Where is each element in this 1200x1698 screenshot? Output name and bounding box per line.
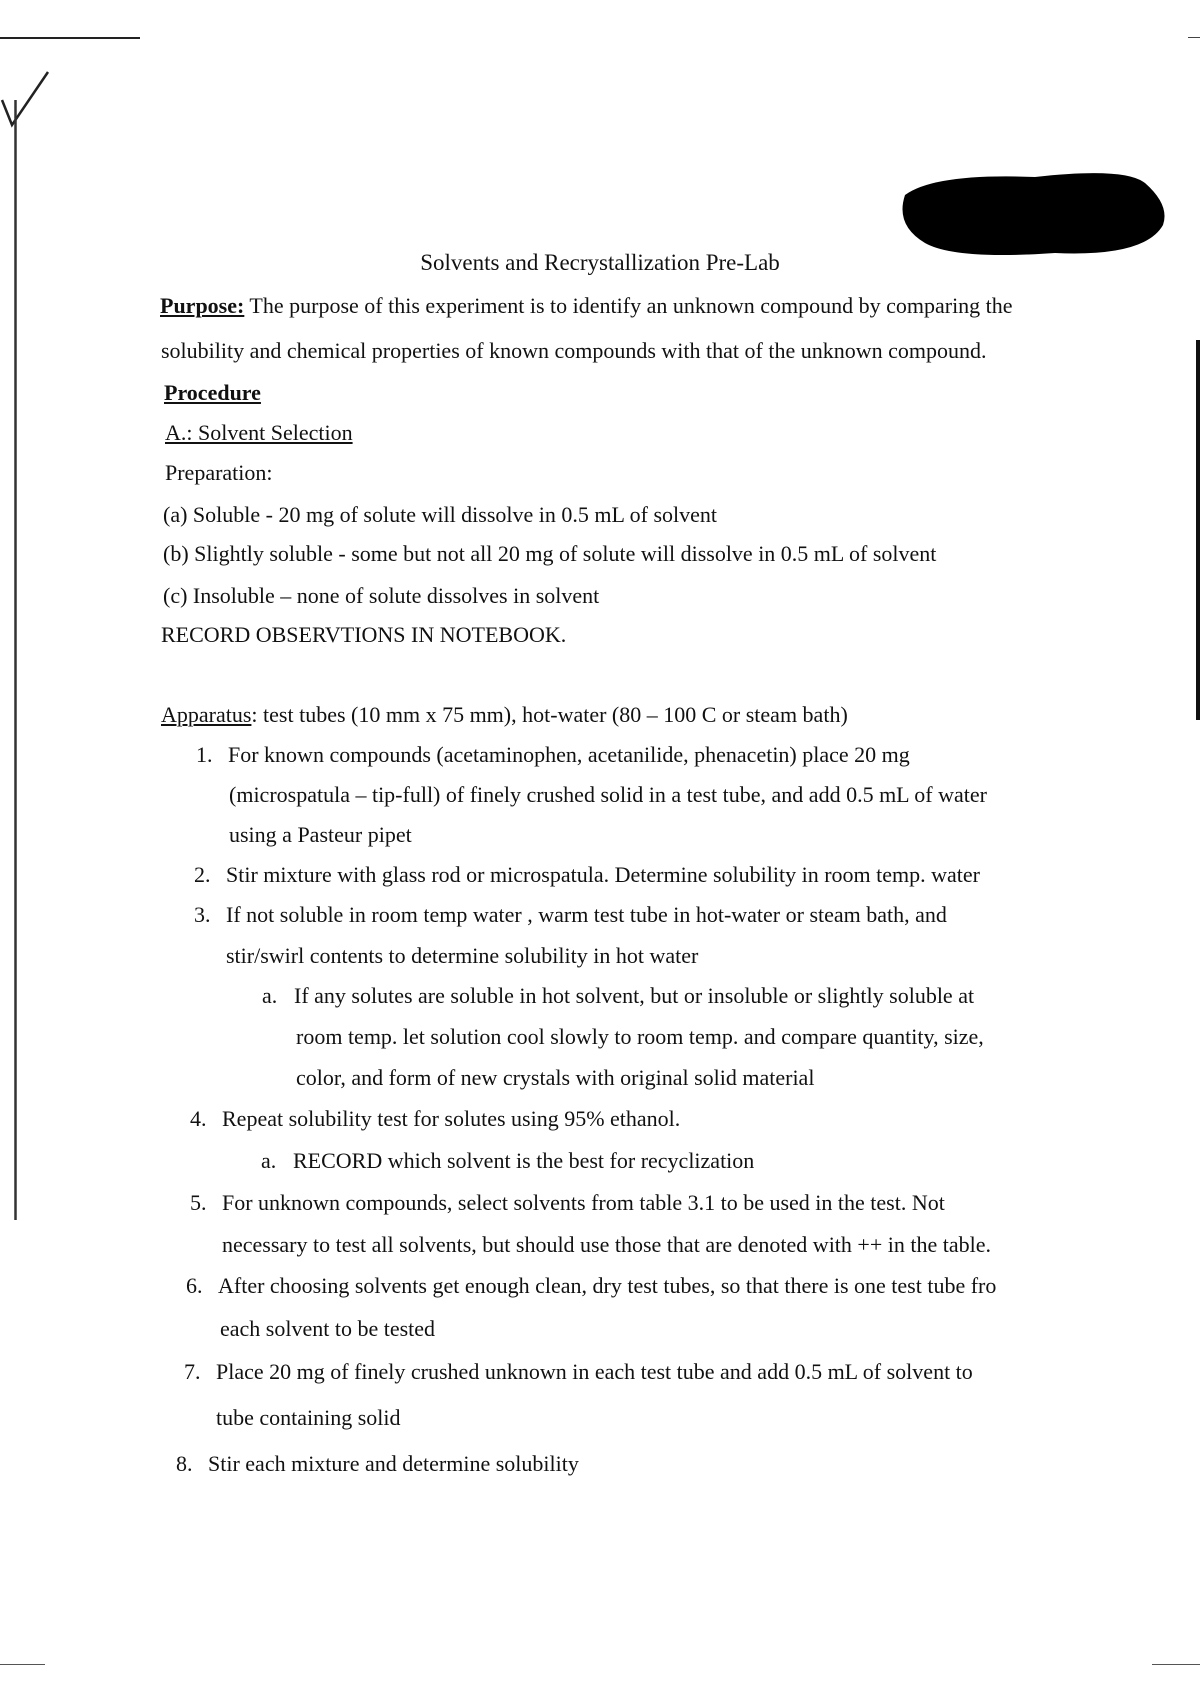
step-number: 5. <box>190 1190 207 1215</box>
step-number: 1. <box>196 742 213 767</box>
step-5-line-2: necessary to test all solvents, but should use those that are denoted with ++ in the table. <box>222 1232 991 1257</box>
preparation-label: Preparation: <box>165 460 273 485</box>
redaction-mark <box>895 165 1170 260</box>
purpose-line-1 <box>160 293 1013 318</box>
step-6-line-1: 6. After choosing solvents get enough clean, dry test tubes, so that there is one test tube fro <box>186 1273 997 1298</box>
step-3-line-1: 3. If not soluble in room temp water , warm test tube in hot-water or steam bath, and <box>194 902 947 927</box>
scan-edge-line <box>1152 1664 1200 1665</box>
scan-edge-line <box>0 1664 45 1665</box>
definition-insoluble: (c) Insoluble – none of solute dissolves in solvent <box>163 583 600 608</box>
step-1-line-1: 1. For known compounds (acetaminophen, acetanilide, phenacetin) place 20 mg <box>196 742 910 767</box>
substep-letter: a. <box>261 1148 277 1173</box>
apparatus-line <box>161 702 848 727</box>
procedure-heading: Procedure <box>164 380 261 405</box>
step-8-line-1: 8. Stir each mixture and determine solubility <box>176 1451 579 1476</box>
step-3a-line-3: color, and form of new crystals with original solid material <box>296 1065 815 1090</box>
step-2-line-1: 2. Stir mixture with glass rod or microspatula. Determine solubility in room temp. water <box>194 862 980 887</box>
definition-soluble: (a) Soluble - 20 mg of solute will dissolve in 0.5 mL of solvent <box>163 502 718 527</box>
scan-edge-line <box>0 37 140 39</box>
step-number: 6. <box>186 1273 203 1298</box>
step-1-line-3: using a Pasteur pipet <box>229 822 412 847</box>
record-note: RECORD OBSERVTIONS IN NOTEBOOK. <box>161 622 567 647</box>
step-7-line-2: tube containing solid <box>216 1405 401 1430</box>
step-number: 2. <box>194 862 211 887</box>
step-4a-line-1: a. RECORD which solvent is the best for recyclization <box>261 1148 755 1173</box>
step-number: 3. <box>194 902 211 927</box>
definition-slightly-soluble: (b) Slightly soluble - some but not all 20 mg of solute will dissolve in 0.5 mL of solvent <box>163 541 937 566</box>
step-number: 7. <box>184 1359 201 1384</box>
page-title: Solvents and Recrystallization Pre-Lab <box>420 250 780 275</box>
check-mark-icon <box>0 70 60 150</box>
purpose-line-2: solubility and chemical properties of known compounds with that of the unknown compound. <box>161 338 987 363</box>
scan-edge-line <box>1188 37 1200 38</box>
purpose-label: Purpose: <box>160 293 245 318</box>
scan-right-edge <box>1196 340 1200 720</box>
step-3a-line-2: room temp. let solution cool slowly to room temp. and compare quantity, size, <box>296 1024 984 1049</box>
apparatus-label: Apparatus <box>161 702 252 727</box>
step-1-line-2: (microspatula – tip-full) of finely crushed solid in a test tube, and add 0.5 mL of water <box>229 782 987 807</box>
substep-letter: a. <box>262 983 278 1008</box>
step-5-line-1: 5. For unknown compounds, select solvents from table 3.1 to be used in the test. Not <box>190 1190 945 1215</box>
apparatus-text: : test tubes (10 mm x 75 mm), hot-water (80 – 100 C or steam bath) <box>251 702 848 727</box>
step-3-line-2: stir/swirl contents to determine solubility in hot water <box>226 943 699 968</box>
step-3a-line-1: a. If any solutes are soluble in hot solvent, but or insoluble or slightly soluble at <box>262 983 975 1008</box>
step-7-line-1: 7. Place 20 mg of finely crushed unknown in each test tube and add 0.5 mL of solvent to <box>184 1359 973 1384</box>
step-number: 4. <box>190 1106 207 1131</box>
purpose-text-1: The purpose of this experiment is to identify an unknown compound by comparing the <box>244 293 1013 318</box>
step-number: 8. <box>176 1451 193 1476</box>
step-4-line-1: 4. Repeat solubility test for solutes using 95% ethanol. <box>190 1106 681 1131</box>
section-a-heading: A.: Solvent Selection <box>165 420 353 445</box>
step-6-line-2: each solvent to be tested <box>220 1316 436 1341</box>
